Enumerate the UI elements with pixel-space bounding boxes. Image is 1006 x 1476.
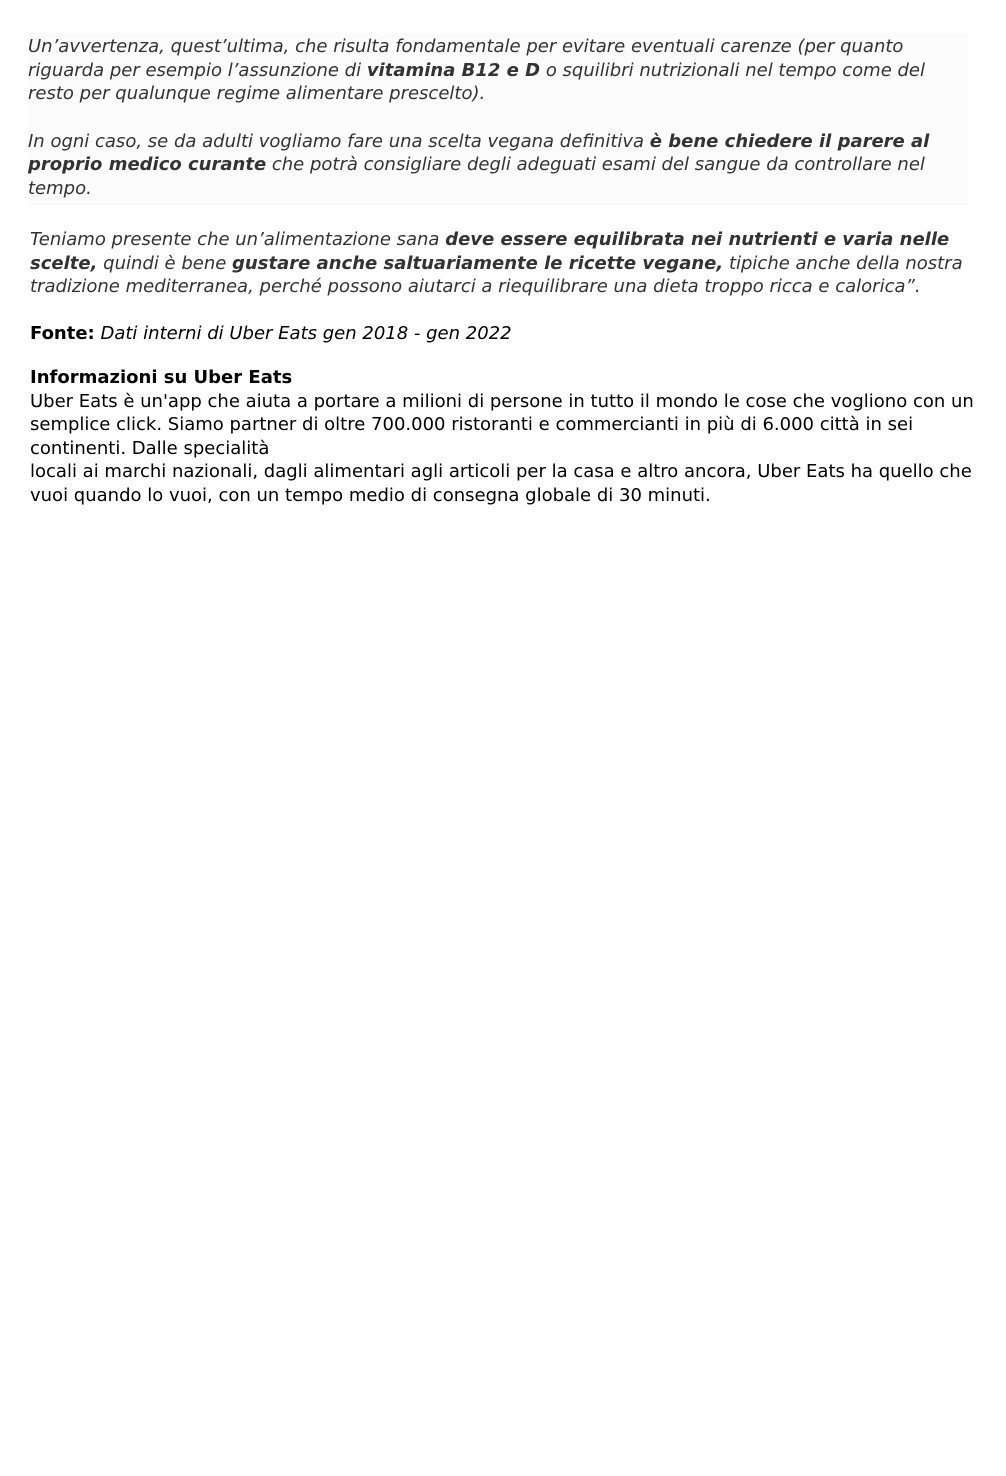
balanced-diet-text-3: tipiche anche della nostra tradizione mediterranea, perché possono aiutarci a riequilibrare una dieta troppo ricca e calorica”. <box>30 252 963 297</box>
paragraph-advice-bold: è bene chiedere il parere al proprio medico curante <box>28 130 930 175</box>
about-line-2: locali ai marchi nazionali, dagli alimentari agli articoli per la casa e altro ancora, Uber Eats ha quello che vuoi quando lo vuoi, con un tempo medio di consegna globale di 30 minuti. <box>30 461 972 506</box>
highlighted-quote-block <box>28 33 968 206</box>
paragraph-warning <box>28 35 968 106</box>
source-label: Fonte: <box>30 322 95 344</box>
source-text: Dati interni di Uber Eats gen 2018 - gen 2022 <box>94 322 512 344</box>
source-line <box>30 322 976 346</box>
about-line-1: Uber Eats è un'app che aiuta a portare a milioni di persone in tutto il mondo le cose che vogliono con un semplice click. Siamo partner di oltre 700.000 ristoranti e commercianti in più di 6.000 città in sei continenti. Dalle specialità <box>30 390 974 459</box>
paragraph-warning-text-2: o squilibri nutrizionali nel tempo come del resto per qualunque regime alimentare prescelto). <box>28 59 925 104</box>
about-paragraph <box>30 390 976 508</box>
balanced-diet-bold-2: gustare anche saltuariamente le ricette vegane, <box>232 252 724 274</box>
paragraph-advice-text-2: che potrà consigliare degli adeguati esami del sangue da controllare nel tempo. <box>28 154 925 199</box>
block-spacer <box>28 200 968 206</box>
document-body <box>30 33 976 507</box>
paragraph-advice-text-1: In ogni caso, se da adulti vogliamo fare una scelta vegana definitiva <box>28 130 650 152</box>
balanced-diet-text-1: Teniamo presente che un’alimentazione sana <box>30 229 446 250</box>
balanced-diet-text-2: quindi è bene <box>97 252 233 274</box>
paragraph-warning-bold: vitamina B12 e D <box>366 59 541 81</box>
paragraph-advice <box>28 130 968 201</box>
about-heading: Informazioni su Uber Eats <box>30 367 293 388</box>
paragraph-balanced-diet <box>30 228 976 299</box>
balanced-diet-bold-1: deve essere equilibrata nei nutrienti e varia nelle scelte, <box>30 229 950 274</box>
paragraph-warning-text-1: Un’avvertenza, quest’ultima, che risulta fondamentale per evitare eventuali carenze (per quanto riguarda per esempio l’assunzione di <box>28 36 904 81</box>
